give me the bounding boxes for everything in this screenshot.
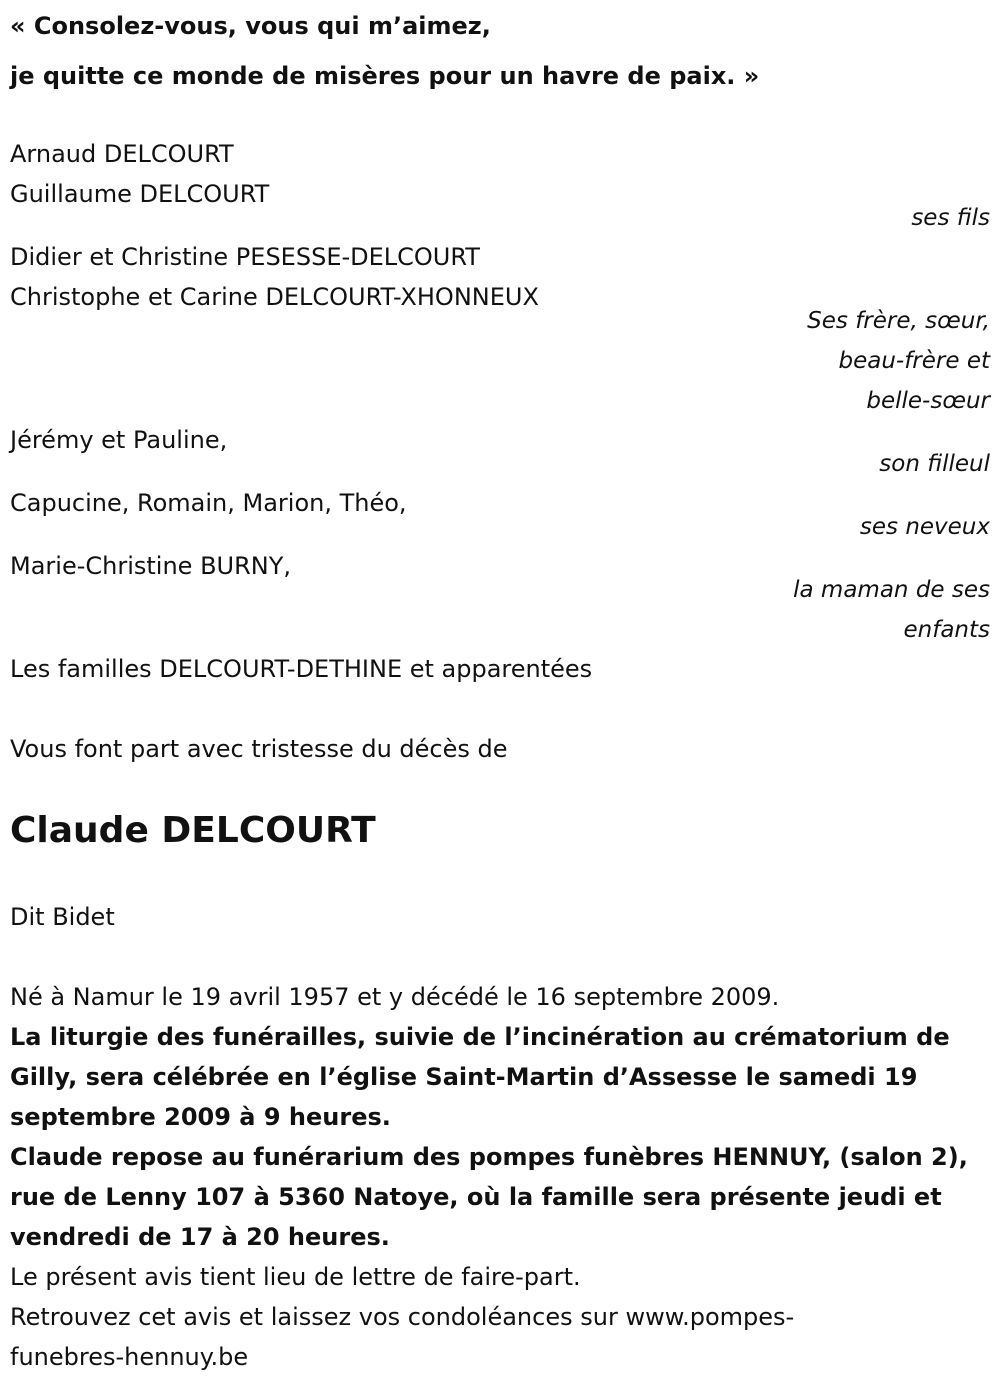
funeral-info-line-3: septembre 2009 à 9 heures. bbox=[10, 1103, 391, 1131]
family-nephews: Capucine, Romain, Marion, Théo, bbox=[10, 489, 407, 517]
quote-line-1: « Consolez-vous, vous qui m’aimez, bbox=[10, 12, 491, 40]
website-text-line-2: funebres-hennuy.be bbox=[10, 1343, 249, 1371]
family-godson: Jérémy et Pauline, bbox=[10, 426, 228, 454]
siblings-role-line-1: Ses frère, sœur, bbox=[807, 308, 990, 334]
sons-role: ses fils bbox=[911, 205, 990, 231]
family-families: Les familles DELCOURT-DETHINE et apparentées bbox=[10, 655, 593, 683]
godson-role: son filleul bbox=[879, 451, 990, 477]
rest-info-line-1: Claude repose au funérarium des pompes funèbres HENNUY, (salon 2), bbox=[10, 1143, 968, 1171]
family-son-2: Guillaume DELCOURT bbox=[10, 180, 270, 208]
nephews-role: ses neveux bbox=[859, 514, 990, 540]
quote-line-2: je quitte ce monde de misères pour un havre de paix. » bbox=[10, 62, 760, 90]
siblings-role-line-3: belle-sœur bbox=[866, 388, 990, 414]
notice-text: Le présent avis tient lieu de lettre de faire-part. bbox=[10, 1263, 581, 1291]
announcement: Vous font part avec tristesse du décès de bbox=[10, 735, 508, 763]
family-sibling-2: Christophe et Carine DELCOURT-XHONNEUX bbox=[10, 283, 539, 311]
rest-info-line-3: vendredi de 17 à 20 heures. bbox=[10, 1223, 390, 1251]
birth-death-info: Né à Namur le 19 avril 1957 et y décédé le 16 septembre 2009. bbox=[10, 983, 780, 1011]
deceased-nickname: Dit Bidet bbox=[10, 903, 115, 931]
website-text-line-1: Retrouvez cet avis et laissez vos condoléances sur www.pompes- bbox=[10, 1303, 795, 1331]
mother-role-line-1: la maman de ses bbox=[793, 577, 990, 603]
funeral-info-line-2: Gilly, sera célébrée en l’église Saint-Martin d’Assesse le samedi 19 bbox=[10, 1063, 918, 1091]
funeral-info-line-1: La liturgie des funérailles, suivie de l’incinération au crématorium de bbox=[10, 1023, 950, 1051]
family-sibling-1: Didier et Christine PESESSE-DELCOURT bbox=[10, 243, 480, 271]
deceased-name: Claude DELCOURT bbox=[10, 810, 376, 851]
family-son-1: Arnaud DELCOURT bbox=[10, 140, 234, 168]
rest-info-line-2: rue de Lenny 107 à 5360 Natoye, où la famille sera présente jeudi et bbox=[10, 1183, 942, 1211]
siblings-role-line-2: beau-frère et bbox=[838, 348, 990, 374]
mother-role-line-2: enfants bbox=[903, 617, 990, 643]
family-mother-of-children: Marie-Christine BURNY, bbox=[10, 552, 292, 580]
